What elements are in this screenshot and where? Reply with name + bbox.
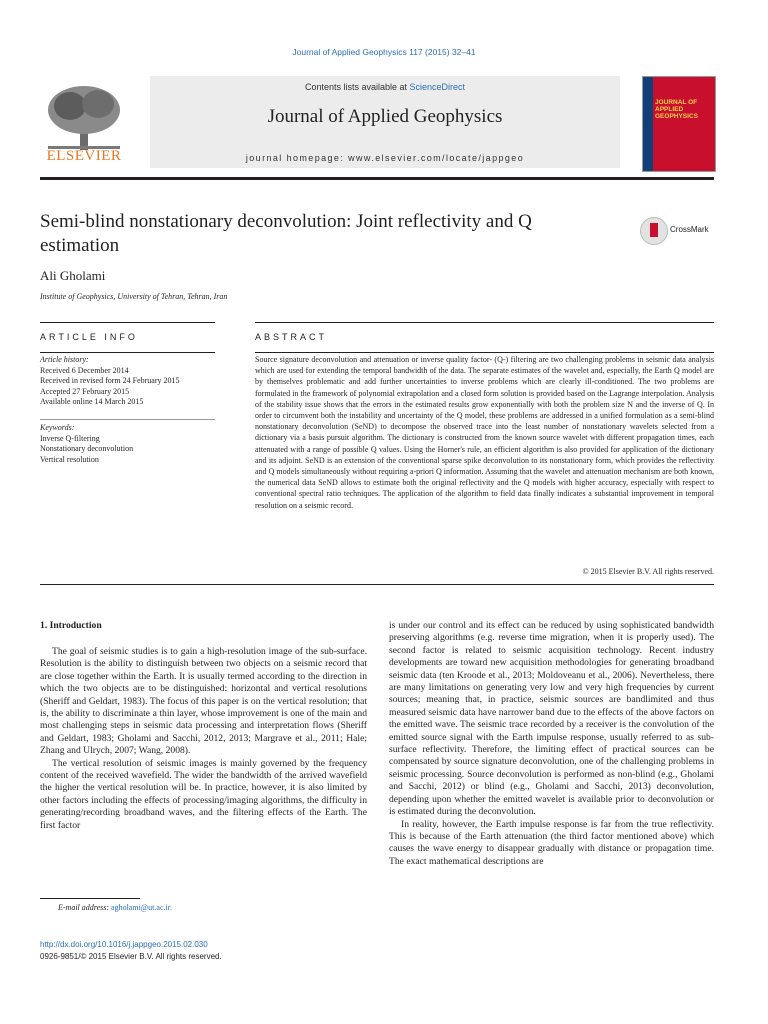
intro-paragraph: The vertical resolution of seismic images is mainly governed by the frequency content of the received wavefield. The wider the bandwidth of the arrived wavefield the higher the vertical resolution will be. In practice, however, it is also limited by other factors including the effects of processing/imaging algorithms, the difficulty in generating/recording broadband waves, and the filtering effects of the Earth. The first factor bbox=[40, 757, 367, 831]
author-affiliation: Institute of Geophysics, University of Tehran, Tehran, Iran bbox=[40, 292, 228, 301]
abstract-heading: ABSTRACT bbox=[255, 332, 328, 342]
contents-prefix: Contents lists available at bbox=[304, 82, 410, 92]
keyword-item: Vertical resolution bbox=[40, 454, 99, 464]
history-accepted: Accepted 27 February 2015 bbox=[40, 386, 130, 396]
article-info-top-rule bbox=[40, 322, 215, 323]
intro-paragraph: is under our control and its effect can be reduced by using sophisticated bandwidth preserving algorithms (e.g. reverse time migration, when it is properly used). The second factor is related to seismic acquisition technology. Recent industry developments are toward new acquisition methodologies for generating broadband seismic data (ten Kroode et al., 2013; Moldoveanu et al., 2006). Nevertheless, there are many limitations on generating very low and very high frequencies by current sources; meaning that, in practice, seismic sources are bandlimited and thus measured seismic data have narrower band due to the effects of the above factors on the emitted wave. The seismic trace recorded by a receiver is the convolution of the emitted source signal with the Earth impulse response, usually referred to as sub-surface reflectivity. Therefore, the limiting effect of practical sources can be compensated by source signature deconvolution, one of the challenging problems in seismic processing. Source deconvolution is performed as non-blind (e.g., Gholami and Sacchi, 2012) or blind (e.g., Gholami and Sacchi, 2013) deconvolution, depending upon whether the emitted wavelet is available prior to deconvolution or is estimated during the deconvolution. bbox=[389, 620, 714, 818]
journal-cover bbox=[642, 76, 716, 172]
cover-title: JOURNAL OF APPLIED GEOPHYSICS bbox=[655, 99, 698, 120]
author-email bbox=[58, 903, 172, 912]
abstract-rule bbox=[255, 352, 714, 353]
issn-line: 0926-9851/© 2015 Elsevier B.V. All rights reserved. bbox=[40, 952, 222, 961]
history-received: Received 6 December 2014 bbox=[40, 365, 129, 375]
history-label: Article history: bbox=[40, 355, 89, 364]
keywords-label: Keywords: bbox=[40, 423, 75, 432]
sciencedirect-link[interactable]: ScienceDirect bbox=[409, 82, 466, 92]
intro-paragraph: The goal of seismic studies is to gain a high-resolution image of the sub-surface. Resolution is the ability to distinguish between two objects on a seismic record that are close together within the Earth. It is usually termed according to the direction in which the two objects are to be distinguished: horizontal and vertical resolutions (Sheriff and Geldart, 1983). The focus of this paper is on the vertical resolution; that is, the ability to discriminate a thin layer, whose improvement is one of the main and most challenging steps in seismic data processing and interpretation flows (Sheriff and Geldart, 1983; Gholami and Sacchi, 2012, 2013; Margrave et al., 2011; Hale; Zhang and Ulrych, 2007; Wang, 2008). bbox=[40, 646, 367, 757]
journal-banner bbox=[150, 76, 620, 168]
crossmark-label: CrossMark bbox=[670, 225, 709, 234]
keywords-block bbox=[40, 423, 215, 465]
abstract-copyright: © 2015 Elsevier B.V. All rights reserved. bbox=[582, 567, 714, 576]
keyword-item: Nonstationary deconvolution bbox=[40, 444, 134, 453]
crossmark-badge[interactable] bbox=[640, 217, 714, 243]
crossmark-icon bbox=[640, 217, 668, 245]
abstract-bottom-rule bbox=[40, 584, 714, 585]
keywords-rule bbox=[40, 419, 215, 420]
intro-paragraph: In reality, however, the Earth impulse response is far from the true reflectivity. This is because of the Earth attenuation (the third factor mentioned above) which causes the wave energy to disappear gradually with distance or propagation time. The exact mathematical descriptions are bbox=[389, 818, 714, 867]
article-history bbox=[40, 355, 215, 408]
elsevier-logo bbox=[40, 80, 128, 168]
journal-title: Journal of Applied Geophysics bbox=[267, 106, 503, 127]
abstract-top-rule bbox=[255, 322, 714, 323]
keyword-item: Inverse Q-filtering bbox=[40, 433, 100, 443]
header-rule bbox=[40, 177, 714, 180]
email-label: E-mail address: bbox=[58, 903, 112, 912]
article-info-heading: ARTICLE INFO bbox=[40, 332, 138, 342]
footnote-rule bbox=[40, 898, 140, 899]
right-column bbox=[389, 620, 714, 868]
article-info-rule bbox=[40, 352, 215, 353]
email-link[interactable]: agholami@ut.ac.ir. bbox=[111, 903, 172, 912]
history-online: Available online 14 March 2015 bbox=[40, 397, 144, 406]
history-revised: Received in revised form 24 February 2015 bbox=[40, 376, 180, 385]
doi-link[interactable]: http://dx.doi.org/10.1016/j.jappgeo.2015.02.030 bbox=[40, 940, 208, 949]
article-title: Semi-blind nonstationary deconvolution: Joint reflectivity and Q estimation bbox=[40, 211, 532, 256]
journal-citation[interactable]: Journal of Applied Geophysics 117 (2015) 32–41 bbox=[292, 47, 476, 57]
journal-homepage[interactable]: journal homepage: www.elsevier.com/locate/jappgeo bbox=[245, 153, 525, 163]
section-heading-introduction: 1. Introduction bbox=[40, 620, 102, 631]
author-name: Ali Gholami bbox=[40, 268, 106, 283]
left-column bbox=[40, 646, 367, 832]
abstract-text: Source signature deconvolution and attenuation or inverse quality factor- (Q-) filtering are two challenging problems in seismic data analysis which are used for extending the temporal bandwidth of the data. The separate estimates of the wavelet and, especially, the Earth Q model are by themselves problematic and add further uncertainties to inverse problems which are clearly ill-conditioned. The two problems are formulated in the framework of polynomial extrapolation and a closed form solution is provided based on the Lagrange interpolation. Analysis of the stability issue shows that the errors in the estimated results grow exponentially with both the problem size N and the inverse of Q. In order to circumvent both the instability and uncertainty of the Q model, these problems are addressed in a unified formulation as a semi-blind nonstationary deconvolution (SeND) to decompose the observed trace into the least number of nonstationary wavelets selected from a dictionary via a basis pursuit algorithm. The dictionary is constructed from the known source wavelet with different propagation times, each attenuated with a range of possible Q values. Using the Horner's rule, an efficient algorithm is also provided for application of the dictionary and its adjoint. SeND is an extension of the conventional sparse spike deconvolution to its nonstationary form, which provides the reflectivity and Q models simultaneously without requiring a-priori Q information. Assuming that the wavelet and attenuation mechanism are both known, the numerical data SeND allows to estimate both the original reflectivity and the Q models with higher accuracy, especially with respect to conventional spectral ratio techniques. The application of the algorithm to field data finally indicates a substantial improvement in temporal resolution on a seismic record. bbox=[255, 355, 714, 510]
elsevier-wordmark: ELSEVIER bbox=[46, 148, 122, 164]
contents-line bbox=[150, 82, 620, 92]
cover-band bbox=[643, 77, 653, 171]
